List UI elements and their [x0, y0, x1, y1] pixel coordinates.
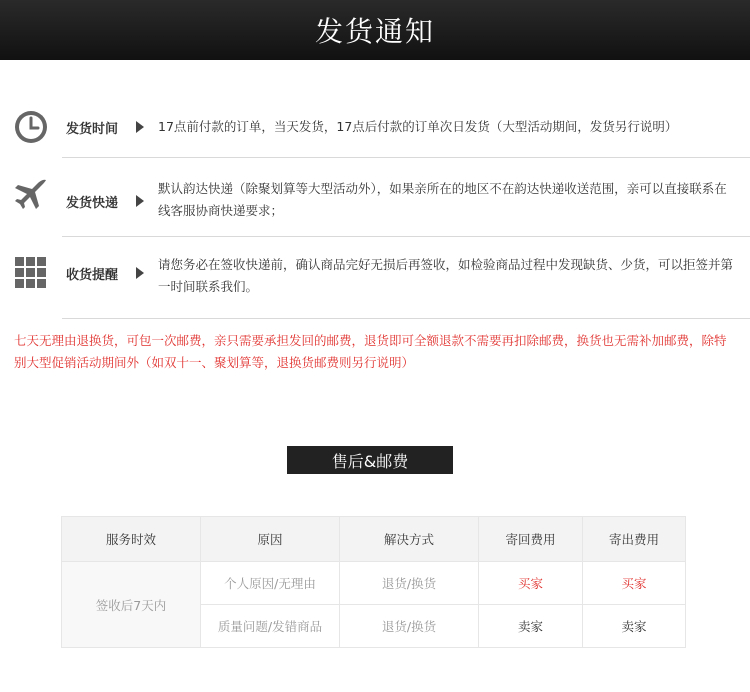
header-solution: 解决方式 — [340, 517, 479, 562]
return-fee-cell: 卖家 — [479, 605, 583, 648]
arrow-right-icon — [136, 267, 144, 279]
courier-row — [0, 174, 750, 230]
courier-text: 默认韵达快递（除聚划算等大型活动外），如果亲所在的地区不在韵达快递收送范围，亲可以直接联系在线客服协商快递要求； — [158, 181, 727, 218]
return-fee-cell: 买家 — [479, 562, 583, 605]
reason-cell: 个人原因/无理由 — [201, 562, 340, 605]
header-service-period: 服务时效 — [62, 517, 201, 562]
header-reason: 原因 — [201, 517, 340, 562]
shipping-time-row — [0, 108, 750, 148]
table-row — [62, 562, 686, 605]
page-title: 发货通知 — [314, 15, 435, 48]
service-period-cell: 签收后7天内 — [62, 562, 201, 648]
table-header-row — [62, 517, 686, 562]
courier-label: 发货快递 — [66, 196, 119, 211]
receipt-row — [0, 252, 750, 308]
shipping-time-label: 发货时间 — [66, 122, 119, 137]
divider — [62, 157, 750, 158]
section-title: 售后&邮费 — [287, 446, 453, 474]
fee-table — [61, 516, 686, 648]
clock-icon — [14, 110, 48, 144]
receipt-label: 收货提醒 — [66, 268, 119, 283]
page-header — [0, 0, 750, 60]
solution-cell: 退货/换货 — [340, 605, 479, 648]
shipping-time-text: 17点前付款的订单，当天发货，17点后付款的订单次日发货（大型活动期间，发货另行说明） — [158, 119, 678, 134]
return-policy-notice: 七天无理由退换货，可包一次邮费，亲只需要承担发回的邮费，退货即可全额退款不需要再扣除邮费，换货也无需补加邮费，除特别大型促销活动期间外（如双十一、聚划算等，退换货邮费则另行说明） — [14, 333, 727, 370]
grid-icon — [14, 256, 48, 290]
send-fee-cell: 买家 — [583, 562, 686, 605]
reason-cell: 质量问题/发错商品 — [201, 605, 340, 648]
divider — [62, 318, 750, 319]
header-return-fee: 寄回费用 — [479, 517, 583, 562]
arrow-right-icon — [136, 195, 144, 207]
header-send-fee: 寄出费用 — [583, 517, 686, 562]
divider — [62, 236, 750, 237]
airplane-icon — [14, 178, 48, 212]
solution-cell: 退货/换货 — [340, 562, 479, 605]
arrow-right-icon — [136, 121, 144, 133]
receipt-text: 请您务必在签收快递前，确认商品完好无损后再签收，如检验商品过程中发现缺货、少货，可以拒签并第一时间联系我们。 — [158, 257, 734, 294]
send-fee-cell: 卖家 — [583, 605, 686, 648]
